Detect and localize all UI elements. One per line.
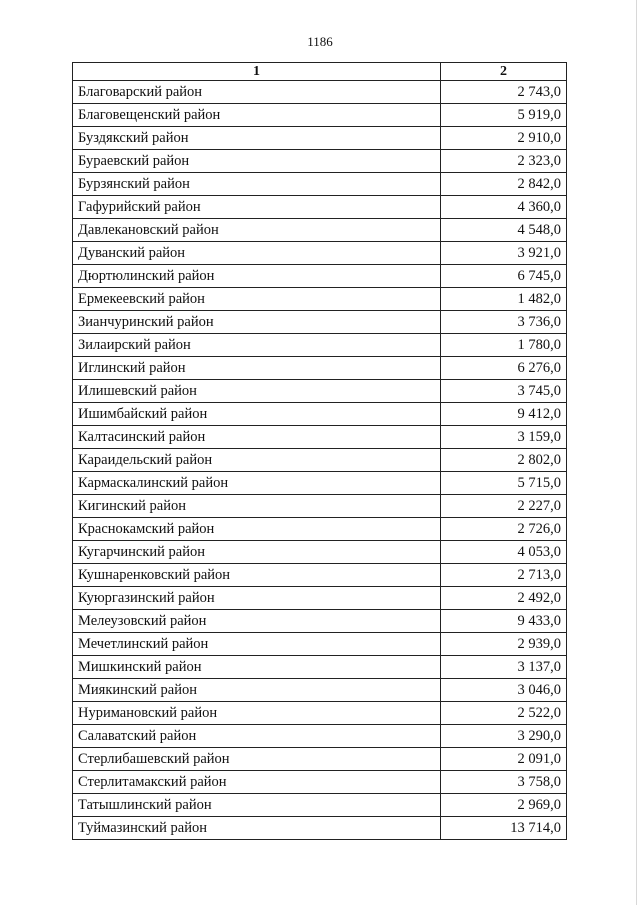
table-row — [73, 449, 567, 472]
district-name-cell: Татышлинский район — [73, 794, 441, 817]
district-name-cell: Туймазинский район — [73, 817, 441, 840]
district-value-cell: 3 745,0 — [441, 380, 567, 403]
district-name-cell: Бураевский район — [73, 150, 441, 173]
district-name-cell: Калтасинский район — [73, 426, 441, 449]
table-row — [73, 173, 567, 196]
district-name-cell: Кигинский район — [73, 495, 441, 518]
district-value-cell: 3 921,0 — [441, 242, 567, 265]
district-name-cell: Зианчуринский район — [73, 311, 441, 334]
district-name-cell: Кармаскалинский район — [73, 472, 441, 495]
table-row — [73, 610, 567, 633]
table-row — [73, 748, 567, 771]
district-value-cell: 2 842,0 — [441, 173, 567, 196]
district-value-cell: 2 522,0 — [441, 702, 567, 725]
district-name-cell: Благоварский район — [73, 81, 441, 104]
table-row — [73, 817, 567, 840]
district-name-cell: Благовещенский район — [73, 104, 441, 127]
district-value-cell: 2 726,0 — [441, 518, 567, 541]
district-name-cell: Гафурийский район — [73, 196, 441, 219]
table-row — [73, 702, 567, 725]
table-row — [73, 587, 567, 610]
district-value-cell: 6 745,0 — [441, 265, 567, 288]
district-value-cell: 5 715,0 — [441, 472, 567, 495]
district-name-cell: Салаватский район — [73, 725, 441, 748]
district-name-cell: Зилаирский район — [73, 334, 441, 357]
district-value-cell: 2 227,0 — [441, 495, 567, 518]
district-value-cell: 3 137,0 — [441, 656, 567, 679]
scan-edge-line — [636, 0, 637, 905]
table-row — [73, 771, 567, 794]
district-value-cell: 2 910,0 — [441, 127, 567, 150]
district-value-cell: 9 412,0 — [441, 403, 567, 426]
table-row — [73, 426, 567, 449]
table-row — [73, 656, 567, 679]
table-row — [73, 633, 567, 656]
district-name-cell: Илишевский район — [73, 380, 441, 403]
district-name-cell: Стерлитамакский район — [73, 771, 441, 794]
district-value-cell: 1 482,0 — [441, 288, 567, 311]
table-row — [73, 472, 567, 495]
district-value-cell: 4 360,0 — [441, 196, 567, 219]
district-value-cell: 3 758,0 — [441, 771, 567, 794]
district-name-cell: Ишимбайский район — [73, 403, 441, 426]
district-name-cell: Куюргазинский район — [73, 587, 441, 610]
table-row — [73, 679, 567, 702]
district-value-cell: 9 433,0 — [441, 610, 567, 633]
column-header-2: 2 — [441, 63, 567, 81]
district-name-cell: Миякинский район — [73, 679, 441, 702]
district-value-cell: 3 736,0 — [441, 311, 567, 334]
district-name-cell: Ермекеевский район — [73, 288, 441, 311]
table-row — [73, 265, 567, 288]
table-row — [73, 288, 567, 311]
district-name-cell: Краснокамский район — [73, 518, 441, 541]
district-name-cell: Дуванский район — [73, 242, 441, 265]
district-name-cell: Кугарчинский район — [73, 541, 441, 564]
table-row — [73, 311, 567, 334]
district-table — [72, 62, 567, 840]
table-row — [73, 564, 567, 587]
district-value-cell: 2 743,0 — [441, 81, 567, 104]
district-value-cell: 13 714,0 — [441, 817, 567, 840]
district-value-cell: 5 919,0 — [441, 104, 567, 127]
table-row — [73, 725, 567, 748]
table-row — [73, 403, 567, 426]
table-row — [73, 196, 567, 219]
district-name-cell: Мечетлинский район — [73, 633, 441, 656]
table-row — [73, 357, 567, 380]
table-row — [73, 334, 567, 357]
district-value-cell: 2 969,0 — [441, 794, 567, 817]
table-row — [73, 380, 567, 403]
district-name-cell: Стерлибашевский район — [73, 748, 441, 771]
district-value-cell: 1 780,0 — [441, 334, 567, 357]
table-header-row — [73, 63, 567, 81]
page-number: 1186 — [307, 34, 333, 49]
table-row — [73, 794, 567, 817]
district-value-cell: 3 159,0 — [441, 426, 567, 449]
district-name-cell: Буздякский район — [73, 127, 441, 150]
district-value-cell: 2 713,0 — [441, 564, 567, 587]
table-row — [73, 518, 567, 541]
table-body — [73, 81, 567, 840]
district-value-cell: 4 053,0 — [441, 541, 567, 564]
table-row — [73, 242, 567, 265]
district-value-cell: 4 548,0 — [441, 219, 567, 242]
table-row — [73, 104, 567, 127]
table-row — [73, 127, 567, 150]
table-row — [73, 541, 567, 564]
table-row — [73, 219, 567, 242]
district-name-cell: Дюртюлинский район — [73, 265, 441, 288]
district-value-cell: 2 939,0 — [441, 633, 567, 656]
district-name-cell: Иглинский район — [73, 357, 441, 380]
district-value-cell: 2 323,0 — [441, 150, 567, 173]
district-value-cell: 2 091,0 — [441, 748, 567, 771]
district-value-cell: 3 290,0 — [441, 725, 567, 748]
table-row — [73, 81, 567, 104]
district-value-cell: 6 276,0 — [441, 357, 567, 380]
column-header-1: 1 — [73, 63, 441, 81]
district-name-cell: Караидельский район — [73, 449, 441, 472]
district-name-cell: Нуримановский район — [73, 702, 441, 725]
table-row — [73, 495, 567, 518]
district-name-cell: Мишкинский район — [73, 656, 441, 679]
district-name-cell: Давлекановский район — [73, 219, 441, 242]
district-name-cell: Кушнаренковский район — [73, 564, 441, 587]
district-name-cell: Бурзянский район — [73, 173, 441, 196]
district-value-cell: 2 492,0 — [441, 587, 567, 610]
table-row — [73, 150, 567, 173]
district-value-cell: 3 046,0 — [441, 679, 567, 702]
district-name-cell: Мелеузовский район — [73, 610, 441, 633]
district-value-cell: 2 802,0 — [441, 449, 567, 472]
